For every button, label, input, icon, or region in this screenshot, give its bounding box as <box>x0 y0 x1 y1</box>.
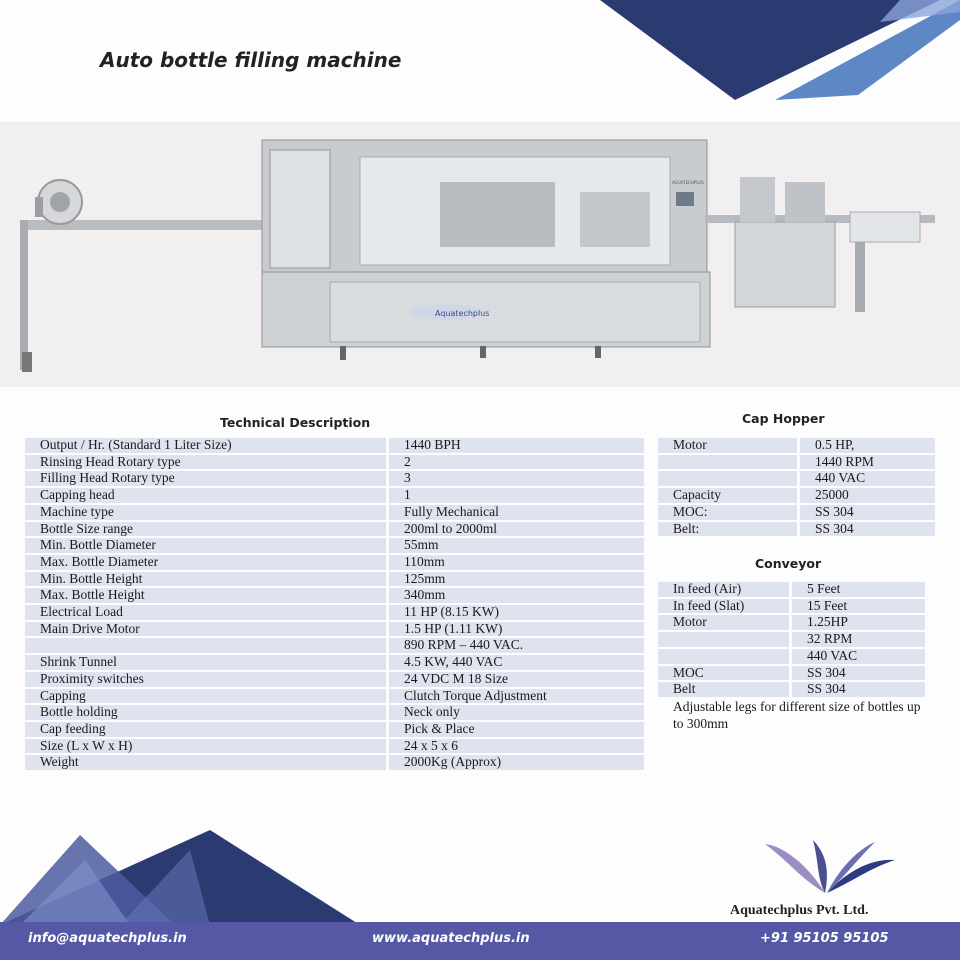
cap-hopper-label-cell: Belt: <box>658 522 797 537</box>
conveyor-label-cell: In feed (Air) <box>658 582 789 597</box>
technical-value-cell: 1.5 HP (1.11 KW) <box>389 622 644 637</box>
machine-illustration <box>0 122 960 387</box>
cap-hopper-row <box>658 455 935 470</box>
conveyor-label-cell: Belt <box>658 682 789 697</box>
technical-row <box>25 655 644 670</box>
footer-email-link[interactable]: info@aquatechplus.in <box>28 931 187 946</box>
technical-label-cell: Electrical Load <box>25 605 386 620</box>
technical-label-cell: Cap feeding <box>25 722 386 737</box>
footer-phone: +91 95105 95105 <box>760 931 889 946</box>
technical-label-cell: Output / Hr. (Standard 1 Liter Size) <box>25 438 386 453</box>
technical-value-cell: 2000Kg (Approx) <box>389 755 644 770</box>
technical-value-cell: 200ml to 2000ml <box>389 522 644 537</box>
technical-row <box>25 538 644 553</box>
technical-label-cell: Weight <box>25 755 386 770</box>
conveyor-row <box>658 615 925 630</box>
technical-row <box>25 755 644 770</box>
technical-value-cell: 3 <box>389 471 644 486</box>
conveyor-label-cell <box>658 632 789 647</box>
conveyor-row <box>658 632 925 647</box>
cap-hopper-label-cell: Capacity <box>658 488 797 503</box>
company-name: Aquatechplus Pvt. Ltd. <box>730 903 869 918</box>
cap-hopper-value-cell: 1440 RPM <box>800 455 935 470</box>
technical-label-cell: Main Drive Motor <box>25 622 386 637</box>
cap-hopper-row <box>658 471 935 486</box>
conveyor-table <box>655 580 928 699</box>
conveyor-row <box>658 582 925 597</box>
footer-website-link[interactable]: www.aquatechplus.in <box>372 931 530 946</box>
technical-value-cell: 24 VDC M 18 Size <box>389 672 644 687</box>
technical-row <box>25 588 644 603</box>
technical-label-cell: Min. Bottle Diameter <box>25 538 386 553</box>
technical-row <box>25 471 644 486</box>
conveyor-label-cell: In feed (Slat) <box>658 599 789 614</box>
technical-description-table <box>22 436 647 772</box>
technical-value-cell: 125mm <box>389 572 644 587</box>
bottom-left-decoration <box>0 820 400 925</box>
technical-row <box>25 705 644 720</box>
technical-row <box>25 572 644 587</box>
conveyor-row <box>658 666 925 681</box>
cap-hopper-row <box>658 522 935 537</box>
technical-value-cell: 24 x 5 x 6 <box>389 739 644 754</box>
conveyor-value-cell: SS 304 <box>792 666 925 681</box>
technical-row <box>25 689 644 704</box>
technical-value-cell: Pick & Place <box>389 722 644 737</box>
conveyor-heading: Conveyor <box>755 556 822 571</box>
technical-row <box>25 739 644 754</box>
technical-label-cell: Filling Head Rotary type <box>25 471 386 486</box>
technical-row <box>25 505 644 520</box>
page-title: Auto bottle filling machine <box>100 48 402 72</box>
cap-hopper-label-cell: Motor <box>658 438 797 453</box>
technical-row <box>25 672 644 687</box>
cap-hopper-row <box>658 505 935 520</box>
cap-hopper-value-cell: 440 VAC <box>800 471 935 486</box>
conveyor-value-cell: 5 Feet <box>792 582 925 597</box>
technical-row <box>25 722 644 737</box>
technical-label-cell <box>25 638 386 653</box>
conveyor-row <box>658 649 925 664</box>
technical-value-cell: 110mm <box>389 555 644 570</box>
cap-hopper-value-cell: SS 304 <box>800 522 935 537</box>
technical-label-cell: Capping head <box>25 488 386 503</box>
technical-value-cell: 1 <box>389 488 644 503</box>
conveyor-note: Adjustable legs for different size of bottles up to 300mm <box>673 699 921 731</box>
technical-value-cell: 55mm <box>389 538 644 553</box>
conveyor-row <box>658 682 925 697</box>
technical-label-cell: Rinsing Head Rotary type <box>25 455 386 470</box>
technical-row <box>25 488 644 503</box>
machine-badge: Aquatechplus <box>435 309 490 318</box>
conveyor-value-cell: SS 304 <box>792 682 925 697</box>
technical-value-cell: 340mm <box>389 588 644 603</box>
cap-hopper-heading: Cap Hopper <box>742 411 825 426</box>
technical-label-cell: Shrink Tunnel <box>25 655 386 670</box>
cap-hopper-row <box>658 438 935 453</box>
cap-hopper-label-cell <box>658 471 797 486</box>
machine-panel-label: AQUATECHPLUS <box>672 180 704 185</box>
conveyor-value-cell: 32 RPM <box>792 632 925 647</box>
technical-label-cell: Proximity switches <box>25 672 386 687</box>
conveyor-label-cell: Motor <box>658 615 789 630</box>
technical-value-cell: 11 HP (8.15 KW) <box>389 605 644 620</box>
cap-hopper-value-cell: 25000 <box>800 488 935 503</box>
machine-photo <box>0 122 960 387</box>
technical-row <box>25 522 644 537</box>
technical-row <box>25 638 644 653</box>
technical-description-heading: Technical Description <box>220 415 371 430</box>
technical-label-cell: Capping <box>25 689 386 704</box>
technical-label-cell: Max. Bottle Height <box>25 588 386 603</box>
conveyor-label-cell: MOC <box>658 666 789 681</box>
cap-hopper-label-cell: MOC: <box>658 505 797 520</box>
technical-value-cell: Fully Mechanical <box>389 505 644 520</box>
technical-value-cell: 2 <box>389 455 644 470</box>
technical-value-cell: 890 RPM – 440 VAC. <box>389 638 644 653</box>
technical-value-cell: Neck only <box>389 705 644 720</box>
technical-row <box>25 455 644 470</box>
technical-row <box>25 555 644 570</box>
cap-hopper-label-cell <box>658 455 797 470</box>
cap-hopper-row <box>658 488 935 503</box>
technical-row <box>25 622 644 637</box>
top-right-decoration <box>560 0 960 110</box>
conveyor-value-cell: 15 Feet <box>792 599 925 614</box>
technical-label-cell: Machine type <box>25 505 386 520</box>
technical-label-cell: Bottle holding <box>25 705 386 720</box>
company-logo-icon <box>765 838 895 898</box>
technical-label-cell: Min. Bottle Height <box>25 572 386 587</box>
technical-value-cell: 1440 BPH <box>389 438 644 453</box>
cap-hopper-value-cell: 0.5 HP, <box>800 438 935 453</box>
footer-bar <box>0 922 960 960</box>
technical-row <box>25 605 644 620</box>
conveyor-value-cell: 1.25HP <box>792 615 925 630</box>
conveyor-label-cell <box>658 649 789 664</box>
conveyor-row <box>658 599 925 614</box>
technical-label-cell: Size (L x W x H) <box>25 739 386 754</box>
technical-row <box>25 438 644 453</box>
cap-hopper-table <box>655 436 938 538</box>
technical-label-cell: Max. Bottle Diameter <box>25 555 386 570</box>
conveyor-value-cell: 440 VAC <box>792 649 925 664</box>
cap-hopper-value-cell: SS 304 <box>800 505 935 520</box>
technical-value-cell: Clutch Torque Adjustment <box>389 689 644 704</box>
technical-value-cell: 4.5 KW, 440 VAC <box>389 655 644 670</box>
technical-label-cell: Bottle Size range <box>25 522 386 537</box>
